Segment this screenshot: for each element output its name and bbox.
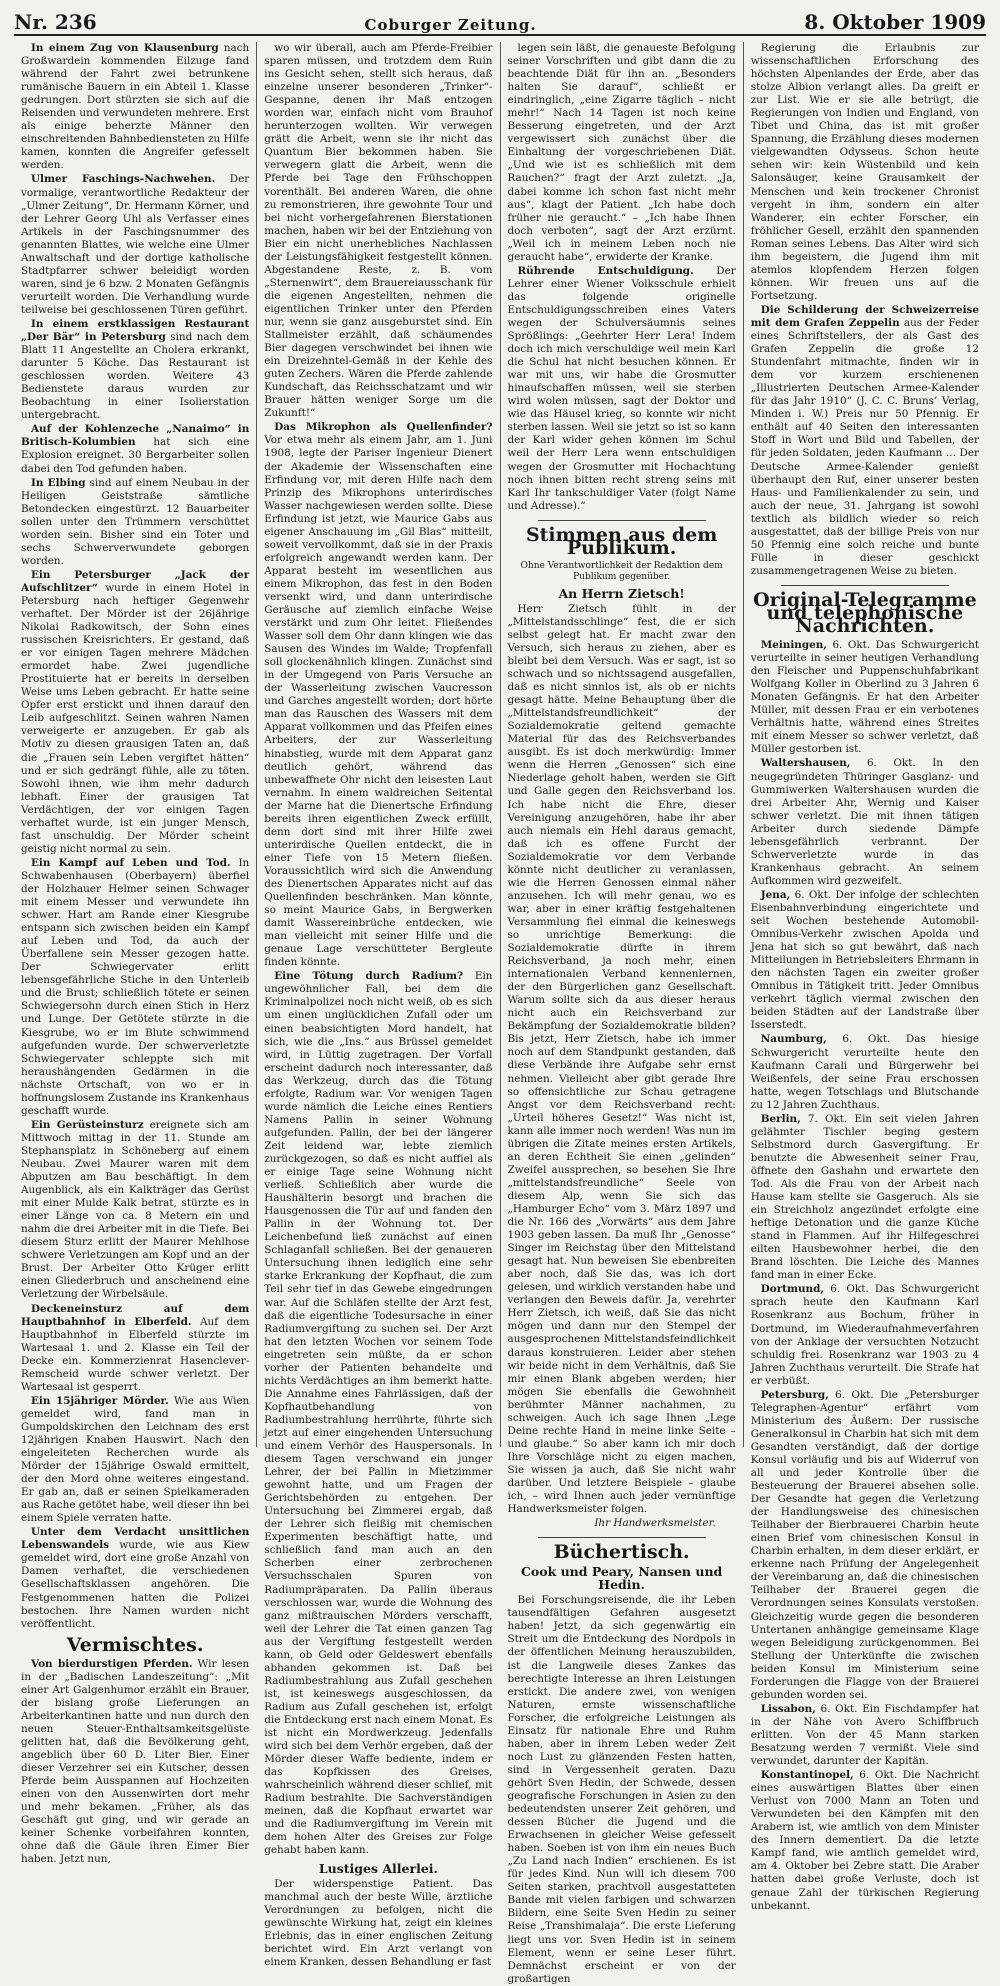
article [751, 304, 979, 578]
telegram-body: 6. Okt. Das hiesige Schwurgericht verurteilte heute den Kaufmann Carali und Bürgerwehr bei Weißenfels, der seine Frau erschossen hatte, wegen Totschlags und Blutschande zu 12 Jahren Zuchthaus. [750, 1033, 979, 1111]
section-heading: Büchertisch. [553, 1541, 690, 1564]
telegram-place: Lissabon, [760, 1702, 816, 1715]
article-body: ereignete sich am Mittwoch mittag in der 11. Stunde am Stephansplatz in Schöneberg auf einem Neubau. Zwei Maurer waren mit dem Abputzen am Bau beschäftigt. In dem Augenblick, als ein Kalkträger das Gerüst mit einer Mulde Kalk betrat, stürzte es in einer Länge von ca. 8 Metern ein und nahm die drei Arbeiter mit in die Tiefe. Bei diesem Sturz erlitt der Maurer Mehlhose schwere Verletzungen am Kopf und an der Brust. Der Arbeiter Otto Krüger erlitt einen Gliederbruch und anscheinend eine Verletzung der Wirbelsäule. [21, 1118, 250, 1301]
section-heading: Original-Telegramme und telephonische Nachrichten. [753, 588, 977, 638]
article-body: aus der Feder eines Schriftstellers, der als Gast des Grafen Zeppelin die große 12 Stundenfahrt mitmachte, finden wir in dem vor kurzem erschienenen „Illustrierten Deutschen Armee-Kalender für das Jahr 1910“ (J. C. C. Bruns’ Verlag, Minden i. W.) Preis nur 50 Pfennig. Er enthält auf 40 Seiten den interessanten Stoff in Wort und Bild und Tabellen, der für jeden Soldaten, jeden Kaufmann ... Der Deutsche Armee-Kalender genießt überhaupt den Ruf, einer unserer besten Haus- und Familienkalender zu sein, und auch der neue, 31. Jahrgang ist sowohl textlich als bildlich wieder so reich ausgestattet, daß der billige Preis von nur 50 Pfennig eine solch reiche und bunte Fülle in dieser geschickt zusammengetragenen Weise zu bieten. [750, 316, 979, 577]
telegram [751, 1033, 979, 1111]
article-body: legen sein läßt, die genaueste Befolgung seiner Vorschriften und gibt dann die zu beachtende Diät für ihn an. „Besonders halten Sie darauf“, schließt er eindringlich, „eine Zigarre täglich – nicht mehr!“ Nach 14 Tagen ist noch keine Besserung eingetreten, und der Arzt vergewissert sich zunächst über die Einhaltung der vorgeschriebenen Diät. „Und wie ist es schließlich mit dem Rauchen?“ fragt der Arzt zuletzt. „Ja, dabei komme ich schon fast nicht mehr aus“, klagt der Patient. „Ich habe doch früher nie geraucht.“ – „Ich habe Ihnen doch verboten“, sagt der Arzt erzürnt. „Weil ich in meinem Leben noch nie geraucht habe“, erwiderte der Kranke. [507, 42, 736, 263]
article-headline: Ulmer Faschings-Nachwehen. [31, 173, 216, 186]
article-body: Herr Zietsch fühlt in der „Mittelstandsschlinge“ fest, die er sich selbst gelegt hat. Er macht zwar den Versuch, sich heraus zu ziehen, aber es bleibt bei dem Versuch. Was er sagt, ist so schwach und so nichtssagend ausgefallen, daß es nicht sinnlos ist, als ob er nichts gesagt hätte. Meine Behauptung über die „Mittelstandsfreundlichkeit“ der Sozialdemokratie geltend gemachte Material für das des Reichsverbandes ausgibt. Es ist doch merkwürdig: Immer wenn die Herren „Genossen“ sich eine Niederlage geholt haben, werden sie Gift und Galle gegen den Reichsverband los. Ich habe nicht die Ehre, dieser Vereinigung anzugehören, habe ihr aber auch niemals ein Hehl daraus gemacht, daß ich es offene Furcht der Sozialdemokratie vor dem Verbande könnte nicht deutlicher zu veranlassen, wie die Herren Genossen einmal näher anzusehen. Ich will mehr genau, wo es war, aber in einer kräftig festgehaltenen Versammlung fiel einmal die keineswegs so unrichtige Bemerkung: die Sozialdemokratie dürfte in ihrem Reichsverband, ja noch mehr, einen internationalen Verband kennenlernen, der den Bürgerlichen ganz Gesellschaft. Warum sollte sich da aus dieser heraus nicht auch ein Reichsverband zur Bekämpfung der Sozialdemokratie bilden? Bis jetzt, Herr Zietsch, habe ich immer noch auf dem Standpunkt gestanden, daß diese Verbände ihre Aufgabe sehr ernst nehmen. Vielleicht aber gibt gerade Ihre so offensichtliche zur Schau getragene Angst vor dem Reichsverband recht: „Urteil höheres Gesetz!“ Was nicht ist, kann alle immer noch werden! Was nun im übrigen die Zitate meines ersten Artikels, an deren Echtheit Sie einen „gelinden“ Zweifel aussprechen, so besehen Sie Ihre „mittelstandsfreundliche“ Seele von diesem Alp, wenn Sie sich das „Hamburger Echo“ vom 3. März 1897 und die Nr. 166 des „Vorwärts“ aus dem Jahre 1903 geben lassen. Da muß Ihr „Genosse“ Singer im Reichstag über den Mittelstand gesagt hat. Nun beweisen Sie ebenbreiten aber noch, daß Sie das, was ich dort gelesen, und wirklich verstanden habe und verlangen den Beweis dafür. Ja, verehrter Herr Zietsch, ich weiß, daß Sie das nicht mögen und dann nur den Stempel der ausgesprochenen Mittelstandsfeindlichkeit daraus konstruieren. Leider aber stehen wir beide nicht in dem Verhältnis, daß Sie mir einen Blank abgeben werden; hier mögen Sie ebenfalls die Gewohnheit berühmter Männer nachahmen, zu schweigen. Auch ich sage Ihnen „Lege Deine rechte Hand in meine linke Seite – und glaube.“ So aber kann ich mir doch Ihre Vorschläge nicht zu eigen machen, Sie wissen ja auch, daß Sie nicht wahr darüber. Und letztere Beispiele – glaube ich, – wird Ihnen auch jeder vernünftige Handwerksmeister folgen. [507, 602, 736, 1516]
telegram [751, 639, 979, 756]
article-body: Regierung die Erlaubnis zur wissenschaftlichen Erforschung des höchsten Alpenlandes der Erde, aber das stolze Albion verlangt alles. Da greift er zur List. Wie er sie alle betrügt, die Regierungen von Indien und England, von Tibet und China, das ist mit großer Spannung, die Erzählung dieses modernen vielgewandten Odysseus. Schon heute sehen wir: kein Wüstenbild und kein Salonsäuger, keine Grausamkeit der Menschen und kein trockener Chronist vergeht in ihm, sondern ein alter Wanderer, ein echter Forscher, ein fröhlicher Gesell, erzählt den spannenden Roman seines Lebens. Das Alter wird sich ihm begeistern, die Jugend ihm mit atemlos klopfendem Herzen folgen können. Wir freuen uns auf die Fortsetzung. [750, 42, 979, 302]
article-body: Wir lesen in der „Badischen Landeszeitung“: „Mit einer Art Galgenhumor erzählt ein Brauer, der bislang große Lieferungen an Arbeiterkantinen hatte und nun durch den neuen Steuer-Enthaltsamkeitsgelüste gelitten hat, daß die Bevölkerung geht, angeblich über 60 D. Liter Bier. Einer dieser Verzehrer sei ein Kutscher, dessen Pferde beim Ausspannen auf Hochzeiten einen von den Aussenwirten dort mehr und mehr bekamen. „Früher, als das Geschäft gut ging, und wir gerade an keiner Schenke vorbeifahren konnten, ohne daß die Gäule ihren Eimer Bier haben. Jetzt nun, [21, 1657, 250, 1866]
section-heading: Stimmen aus dem Publikum. [525, 523, 718, 559]
telegram-body: 6. Okt. Das Schwurgericht verurteilte in seiner heutigen Verhandlung den Fleischer und Puppenschuhfabrikant Wolfgang Koller in Oberlind zu 3 Jahren 6 Monaten Gefängnis. Er hat den Arbeiter Müller, mit dessen Frau er ein verbotenes Verhältnis hatte, während eines Streites mit einem Messer so schwer verletzt, daß Müller gestorben ist. [750, 639, 979, 756]
masthead [14, 0, 986, 36]
article [21, 1658, 249, 1867]
article-body: Der vormalige, verantwortliche Redakteur der „Ulmer Zeitung“, Dr. Hermann Körner, und der Lehrer Georg Uhl als Verfasser eines Artikels in der Faschingsnummer des genannten Blattes, wie welche eine Ulmer Anwaltschaft und der dortige katholische Stadtpfarrer schwer beleidigt worden waren, sind je 6 bzw. 2 Monaten Gefängnis verurteilt worden. Die Verhandlung wurde teilweise bei geschlossenen Türen geführt. [21, 173, 250, 316]
telegram-body: 6. Okt. In den neugegründeten Thüringer Gasglanz- und Gummiwerken Waltershausen wurden die drei Arbeiter Ahr, Wernig und Kaiser schwer verletzt. Die mit ihnen tätigen Arbeiter durch siedende Dämpfe lebensgefährlich verbrannt. Der Schwerverletzte wurde in das Krankenhaus gebracht. An seinem Aufkommen wird gezweifelt. [750, 757, 979, 887]
column-1 [14, 42, 256, 1866]
article [21, 1526, 249, 1630]
article-body: sind auf einem Neubau in der Heiligen Geiststraße sämtliche Betondecken eingestürzt. 12 Bauarbeiter sollen unter den Trümmern verschüttet worden sein. Bisher sind ein Toter und sechs Schwerverwundete geborgen worden. [21, 476, 250, 567]
article-headline: In einem erstklassigen Restaurant „Der Bär“ in Petersburg [21, 317, 250, 344]
telegram-place: Konstantinopel, [760, 1769, 854, 1782]
article-headline: Ein 15jähriger Mörder. [31, 1394, 169, 1407]
article-body: Auf dem Hauptbahnhof in Elberfeld stürzte im Wartesaal 1. und 2. Klasse ein Teil der Decke ein. Kommerzienrat Hasenclever-Remscheid wurde schwer verletzt. Der Wartesaal ist gesperrt. [21, 1315, 250, 1393]
article-body: Ein ungewöhnlicher Fall, bei dem die Kriminalpolizei noch nicht weiß, ob es sich um einen unglücklichen Zufall oder um einen beabsichtigten Mord handelt, hat sich, wie die „Ins.“ aus Brüssel gemeldet wird, in Lüttig zugetragen. Der Vorfall erscheint dadurch noch interessanter, daß das Werkzeug, durch das die Tötung erfolgte, Radium war. Vor wenigen Tagen wurde nämlich die Leiche eines Rentiers Namens Pallin in seiner Wohnung aufgefunden. Pallin, der bei der längerer Zeit leidend war, lebte ziemlich zurückgezogen, so daß es nicht auffiel als er einige Tage seine Wohnung nicht verließ. Schließlich aber wurde die Haushälterin besorgt und brachen die Hausgenossen die Tür auf und fanden den Pallin in der Wohnung tot. Der Leichenbefund ließ zunächst auf einen Schlaganfall schließen. Bei der genaueren Untersuchung ihnen lediglich eine sehr starke Erkrankung der Kopfhaut, die zum Teil sehr tief in das Gewebe eingedrungen war. Auf die Schläfen stellte der Arzt fest, daß die eigentliche Todesursache in einer Radiumvergiftung zu suchen sei. Der Arzt hat den letzten Wochen vor seinem Tode eingetreten sein müßte, da er schon vorher der Patienten behandelte und nichts Verdächtiges an ihm bemerkt hatte. Die Annahme eines Fahrlässigen, daß der Kopfhautbehandlung von Radiumbestrahlung herrührte, führte sich jetzt auf einer eingehenden Untersuchung und einem Verhör des Hauspersonals. In diesem Tagen verschwand ein junger Lehrer, der bei Pallin in Mietzimmer gewohnt hatte, und um Fragen der Gerichtsbehörden zu entgehen. Der Untersuchung bei Zimmerei ergab, daß der Lehrer sich fleißig mit chemischen Experimenten beschäftigt hatte, und schließlich fand man auch an den Scherben einer zerbrochenen Versuchsschalen Spuren von Radiumpräparaten. Da Pallin überaus verschlossen war, wurde die Wohnung des ganz mißtrauischen Mörders verschafft, weil der Lehrer die Tat einen ganzen Tag aus der Vergiftung festgestellt werden kann, ob Geld oder Geldeswert ebenfalls abhanden gekommen ist. Daß bei Radiumbestrahlung aus Zufall geschehen ist, ist keineswegs ausgeschlossen, da Radium aus Zufall geschehen ist, erfolgt die Entdeckung erst nach einem Monat. Es ist nicht ein Mordwerkzeug. Jedenfalls wird sich bei dem Verhör ergeben, daß der Mörder dieser Waffe bediente, indem er das Kopfkissen des Greises, wahrscheinlich während dieser schlief, mit Radium bestrahlte. Die Sachverständigen meinen, daß die Kopfhaut erwartet war und die Radiumvergiftung im Verein mit dem hohen Alter des Greises zur Folge gehabt haben kann. [264, 970, 493, 1857]
article-headline: Cook und Peary, Nansen und Hedin. [520, 1564, 723, 1593]
article [21, 569, 249, 856]
article-body: hat sich eine Explosion ereignet. 30 Bergarbeiter sollen dabei den Tod gefunden haben. [21, 436, 250, 475]
article-headline: In Elbing [31, 476, 86, 489]
divider [538, 520, 706, 521]
article-body: wurde, wie aus Kiew gemeldet wird, dort eine große Anzahl von Damen verhaftet, die verschiedenen Gesellschaftsklassen angehören. Die Festgenommenen hatten die Polizei bestochen. Ihre Namen wurden nicht veröffentlicht. [21, 1539, 250, 1630]
columns [14, 42, 986, 1985]
article-body: nach Großwardein kommenden Eilzuge fand während der Fahrt zwei betrunkene rumänische Bauern in ein Abteil 1. Klasse gedrungen. Dort stürzten sie sich auf die Reisenden und verwundeten mehrere. Erst als einige beherzte Männer den einschreitenden Bahnbediensteten zu Hilfe kamen, konnten die Angreifer gefesselt werden. [21, 42, 250, 172]
article-headline: Ein Gerüsteinsturz [31, 1118, 144, 1131]
letter-signoff: Ihr Handwerksmeister. [594, 1517, 716, 1530]
telegram-place: Jena, [760, 888, 791, 901]
article-body: Wie aus Wien gemeldet wird, fand man in Gumpoldskirchen den Leichnam des erst 12jährigen Knaben Hauswirt. Nach den eingeleiteten Recherchen wurde als Mörder der 15jährige Oswald ermittelt, der den Mord ohne weiteres eingestand. Er gab an, daß er seinen Spielkameraden aus Rache getötet habe, weil dieser ihn bei einem Spiele verraten hatte. [21, 1394, 250, 1525]
article [21, 318, 249, 422]
article [264, 421, 492, 969]
telegram [751, 1769, 979, 1913]
article-headline: Die Schilderung der Schweizerreise mit dem Grafen Zeppelin [750, 303, 979, 329]
newspaper-title: Coburger Zeitung. [364, 16, 537, 34]
section-heading: Vermischtes. [66, 1633, 204, 1656]
article-body: Vor etwa mehr als einem Jahr, am 1. Juni 1908, legte der Pariser Ingenieur Dienert der Akademie der Wissenschaften eine Erfindung vor, mit deren Hilfe nach dem Prinzip des Mikrophons unterirdisches Wasser nachgewiesen werden sollte. Diese Erfindung ist jetzt, wie Maurice Gabs aus eigener Anschauung im „Gil Blas“ mitteilt, soweit vervollkommt, daß sie in der Praxis erfolgreich angewandt werden kann. Der Apparat besteht im wesentlichen aus einem Mikrophon, das fest in den Boden versenkt wird, und dann unterirdische Geräusche auf ziemlich einfache Weise verstärkt und zum Ohr leitet. Fließendes Wasser soll dem Ohr dann klingen wie das Sausen des Windes im Walde; Tropfenfall soll glockenähnlich klingen. Zunächst sind in der Umgegend von Paris Versuche an der Wasserleitung zwischen Vaucresson und Garches angestellt worden; dort hörte man das Rauschen des Wassers mit dem Apparat vollkommen und das Pfeifen eines Arbeiters, der zur Wasserleitung hinabstieg, wurde mit dem Apparat ganz deutlich gehört, während das unbewaffnete Ohr nicht den leisesten Laut vernahm. In einem waldreichen Seitental der Marne hat die Dienertsche Erfindung bereits ihren eigentlichen Zweck erfüllt, denn dort sind mit ihrer Hilfe zwei unterirdische Quellen entdeckt, die in einer Tiefe von 15 Metern fließen. Voraussichtlich wird sich die Anwendung des Dienertschen Apparates nicht auf das Quellenfinden beschränken. Man könnte, so meint Maurice Gabs, in Bergwerken damit Wassereinbrüche entdecken, wie man vielleicht mit seiner Hilfe und die genaue Lage verschütteter Bergleute finden könnte. [264, 434, 493, 969]
article [264, 970, 492, 1857]
article-body: sind nach dem Blatt 11 Angestellte an Cholera erkrankt, darunter 5 Köche. Das Restaurant ist geschlossen worden. Weitere 43 Bedienstete daraus wurden zur Beobachtung in einer Isolierstation untergebracht. [21, 331, 250, 422]
telegram [751, 1113, 979, 1283]
article-headline: Rührende Entschuldigung. [517, 264, 694, 277]
article [21, 1119, 249, 1302]
section-heading: Lustiges Allerlei. [318, 1860, 438, 1876]
article-headline: Das Mikrophon als Quellenfinder? [274, 421, 493, 434]
divider [538, 1537, 706, 1538]
telegram-body: 6. Okt. Ein Fischdampfer hat in der Nähe von Avero Schiffbruch erlitten. Von der 45 Mann starken Besatzung werden 7 vermißt. Viele sind verwundet, darunter der Kapitän. [750, 1702, 979, 1768]
telegram-body: 7. Okt. Ein seit vielen Jahren gelähmter Tischler beging gestern Selbstmord durch Gasvergiftung. Er benutzte die Abwesenheit seiner Frau, öffnete den Gashahn und erwartete den Tod. Als die Frau von der Arbeit nach Hause kam stellte sie Gasgeruch. Als sie ein Streichholz angezündet erfolgte eine heftige Detonation und die ganze Küche stand in Flammen. Auf ihr Hilfegeschrei eilten Hausbewohner herbei, die den Brand löschten. Die Leiche des Mannes fand man in einer Ecke. [750, 1112, 979, 1282]
article-body: In Schwabenhausen (Oberbayern) überfiel der Holzhauer Helmer seinen Schwager mit einem Messer und verwundete ihn schwer. Hart am Rande einer Kiesgrube entspann sich zwischen beiden ein Kampf auf Leben und Tod, da auch der Überfallene sein Messer gezogen hatte. Der Schwiegervater erlitt lebensgefährliche Stiche in den Unterleib und die Brust; schließlich tötete er seinen Schwiegersohn durch einen Stich in Herz und Lunge. Der Getötete stürzte in die Kiesgrube, wo er im Blute schwimmend aufgefunden wurde. Der schwerverletzte Schwiegervater schleppte sich mit heraushängenden Gedärmen in die nächste Ortschaft, von wo er in hoffnungslosem Zustande ins Krankenhaus geschafft wurde. [21, 856, 250, 1117]
telegram-place: Naumburg, [760, 1033, 827, 1046]
telegram-place: Berlin, [760, 1112, 801, 1125]
telegram-place: Petersburg, [760, 1388, 829, 1401]
article-headline: Ein Petersburger „Jack der Aufschlitzer“ [21, 568, 250, 594]
telegram-body: 6. Okt. Die „Petersburger Telegraphen-Agentur“ erfährt vom Ministerium des Äußern: Der russische Generalkonsul in Charbin hat sich mit dem Gesandten verständigt, daß der dortige Konsul vorläufig und bis auf Widerruf von all und jeder Kontrolle über die Besteuerung der Brauerei absehen solle. Der Gesandte hat gegen die Verletzung der Handlungsweise des chinesischen Teilhaber der Bierbrauerei Charbin heute einen Brief vom chinesischen Konsul in Charbin erhalten, in dem dieser erklärt, er erkenne nach Prüfung der Angelegenheit der Vereinbarung an, daß die chinesischen Teilhaber der Brauerei gegen die Verordnungen seines Konsulats verstoßen. Gleichzeitig wurde gegen die besonderen Untertanen anhängige gemeinsame Klage wegen Beleidigung zurückgenommen. Bei Stellung der Unterkünfte die zwischen beiden Konsul im Ministerium seine Forderungen die Flagge von der Brauerei gebunden worden sei. [750, 1388, 979, 1701]
telegram [751, 1703, 979, 1768]
section-subheading: Ohne Verantwortlichkeit der Redaktion dem Publikum gegenüber. [520, 560, 723, 582]
column-3 [500, 42, 743, 1985]
article [21, 1303, 249, 1394]
issue-number: Nr. 236 [14, 10, 97, 34]
issue-date: 8. Oktober 1909 [804, 10, 986, 34]
article-body: Der widerspenstige Patient. Das manchmal auch der beste Wille, ärztliche Verordnungen zu befolgen, nicht die gewünschte Wirkung hat, zeigt ein kleines Erlebnis, das in einer englischen Zeitung berichtet wird. Ein Arzt verlangt von einem Kranken, dessen Behandlung er fast [264, 1877, 493, 1968]
telegram [751, 1283, 979, 1387]
article [21, 42, 249, 172]
telegram-place: Dortmund, [760, 1283, 824, 1296]
article-body: Der Lehrer einer Wiener Volksschule erhielt das folgende originelle Entschuldigungsschreiben eines Vaters wegen der Schulversäumnis seines Sprößlings: „Geehrter Herr Lera! Indem doch ich mich verschuldige weil mein Karl die Schul hat nicht besuchen können. Er war mit uns, wir habe die Grosmutter hinaufschaffen müssen, weil sie sterben wird wolen müssen, sagt der Doktor und wie das Häusel krieg, so konnte wir nicht sterben lassen. Weil sie jetzt so ist so kann der Karl wider gehen können im Schul weil der Herr Lera wenn entschuldigen wegen der Grosmutter mit Hochachtung noch ihnen bitten recht streng seins mit Karl Ihr tankschuldiger Vater (folgt Name und Adresse).“ [507, 264, 736, 512]
telegram-body: 6. Okt. Die Nachricht eines auswärtigen Blattes über einen Verlust von 7000 Mann an Toten und Verwundeten bei den Kämpfen mit den Arabern ist, wie amtlich von dem Minister des Innern dementiert. Da die letzte Kampf fand, wie amtlich gemeldet wird, am 4. Oktober bei Zebre statt. Die Araber hatten dabei große Verluste, doch ist genaue Zahl der türkischen Regierung unbekannt. [750, 1769, 979, 1912]
article-headline: Deckeneinsturz auf dem Hauptbahnhof in Elberfeld. [21, 1302, 250, 1328]
article [21, 1395, 249, 1525]
telegram-place: Meiningen, [760, 639, 827, 652]
article-headline: Unter dem Verdacht unsittlichen Lebenswandels [21, 1526, 250, 1552]
article-body: Bei Forschungsreisende, die ihr Leben tausendfältigen Gefahren ausgesetzt haben! Jetzt, da sich gegenwärtig ein Streit um die Entdeckung des Nordpols in der öffentlichen Meinung herauszubilden, ist die Langweile dieses Zankes das berechtigte Interesse an ihren Leistungen erstickt. Die andere zwei, von wenigen Naturen, ernste wissenschaftliche Forscher, die erfolgreiche Leistungen als Einsatz für nationale Ehre und Ruhm haben, aber in ihrem Leben weder Zeit noch Lust zu glänzenden Festen hatten, sind in Vergessenheit geraten. Dazu gehört Sven Hedin, der Schwede, dessen geografische Forschungen in Asien zu den bedeutendsten unserer Zeit gehören, und dessen Bücher die Jugend und die Erwachsenen in gleicher Weise gefesselt haben. Soeben ist von ihm ein neues Buch „Zu Land nach Indien“ erschienen. Es ist für jedes Kind. Nun will ich diesem 700 Seiten starken, prachtvoll ausgestatteten Bande mit vielen farbigen und schwarzen Bildern, eine Seite Sven Hedin zu seiner Reise „Transhimalaja“. Die erste Lieferung liegt uns vor. Sven Hedin ist in seinem Element, wenn er seine Leser führt. Demnächst erscheint er von der großartigen [507, 1594, 736, 1985]
article-headline: Auf der Kohlenzeche „Nanaimo“ in Britisch-Kolumbien [21, 423, 250, 449]
column-2 [256, 42, 499, 1968]
column-4 [743, 42, 986, 1912]
article [21, 423, 249, 475]
letter-heading: An Herrn Zietsch! [558, 585, 685, 601]
article-headline: In einem Zug von Klausenburg [31, 42, 219, 54]
article [21, 857, 249, 1118]
article-body: wo wir überall, auch am Pferde-Freibier sparen müssen, und trotzdem dem Ruin ins Gesicht sehen, stellt sich heraus, daß einzelne unserer besonderen „Trinker“-Gespanne, denen ihr Maß entzogen worden war, einfach nicht vom Brauhof herunterzogen wollten. Wir verwegen grätt die Arbeit, wenn sie ihr nicht das Quantum Bier bekommen haben. Sie verwegern glatt die Arbeit, wenn die Pferde bei Tage den Frühschoppen vorenthält. Bei anderen Waren, die ohne zu remonstrieren, ihre gewohnte Tour und bei nicht vorhergefahrenen Bierstationen machen, haben wir bei der Entziehung von Bier ein nicht unerhebliches Nachlassen der Leistungsfähigkeit festgestellt können. Abgestandene Reste, z. B. vom „Sternenwirt“, dem Brauereiausschank für die eigenen Angestellten, nehmen die eigentlichen Trinker unter den Pferden nur, wenn sie ganz ausgeburstet sind. Ein Stallmeister erzählt, daß schäumendes Bier dagegen verschwindet bei ihnen wie ein Dreizehntel-Gemäß in der Kehle des guten Zechers. Wären die Pferde zahlende Kundschaft, das Reichsschatzamt und wir Brauer hätten weniger Sorge um die Zukunft!“ [264, 42, 493, 420]
article [508, 265, 736, 513]
divider [781, 585, 949, 586]
telegram-place: Waltershausen, [760, 757, 851, 770]
telegram-body: 6. Okt. Das Schwurgericht sprach heute den Kaufmann Karl Rosenkranz aus Bochum, früher in Dortmund, im Wiederaufnahmeverfahren von der Anklage der versuchten Notzucht schuldig frei. Rosenkranz war 1903 zu 4 Jahren Zuchthaus verurteilt. Die Strafe hat er verbüßt. [750, 1283, 980, 1387]
article-headline: Von bierdurstigen Pferden. [31, 1657, 193, 1670]
article [21, 477, 249, 568]
article [21, 173, 249, 317]
telegram [751, 889, 979, 1033]
article-body: wurde in einem Hotel in Petersburg nach heftiger Gegenwehr verhaftet. Der Mörder ist der 26jährige Nikolai Radkowitsch, der Sohn eines russischen Kreisrichters. Er gestand, daß er vor einigen Tagen mehrere Mädchen ermordet habe. Zwei jugendliche Prostituierte hat er bereits in derselben Weise ums Leben gebracht. Er hatte seine Opfer erst erstickt und ihnen darauf den Leib aufgeschlitzt. Seinen wahren Namen verweigerte er anzugeben. Er gab als Motiv zu diesen grausigen Taten an, daß die „Frauen sein Leben vergiftet hätten“ und er sich gedrängt fühle, alle zu töten. Sowohl ihnen, wie ihm mehr dadurch lebhaft. Einer der grausigen Tat Verdächtigen, der vor einigen Tagen verhaftet wurde, ist ein junger Mensch, fast unschuldig. Der Mörder scheint geistig nicht normal zu sein. [21, 581, 250, 855]
article-headline: Ein Kampf auf Leben und Tod. [31, 856, 231, 869]
telegram [751, 757, 979, 887]
telegram-body: 6. Okt. Der infolge der schlechten Eisenbahnverbindung eingerichtete und seit Wochen bestehende Automobil-Omnibus-Verkehr zwischen Apolda und Jena hat sich so gut bewährt, daß nach Mitteilungen in Betriebsleiters Ehrmann in den nächsten Tagen ein zweiter großer Omnibus in Tätigkeit tritt. Jeder Omnibus verkehrt täglich viermal zwischen den beiden Städten auf der Landstraße über Isserstedt. [750, 888, 979, 1032]
telegram [751, 1389, 979, 1702]
article-headline: Eine Tötung durch Radium? [274, 970, 464, 983]
